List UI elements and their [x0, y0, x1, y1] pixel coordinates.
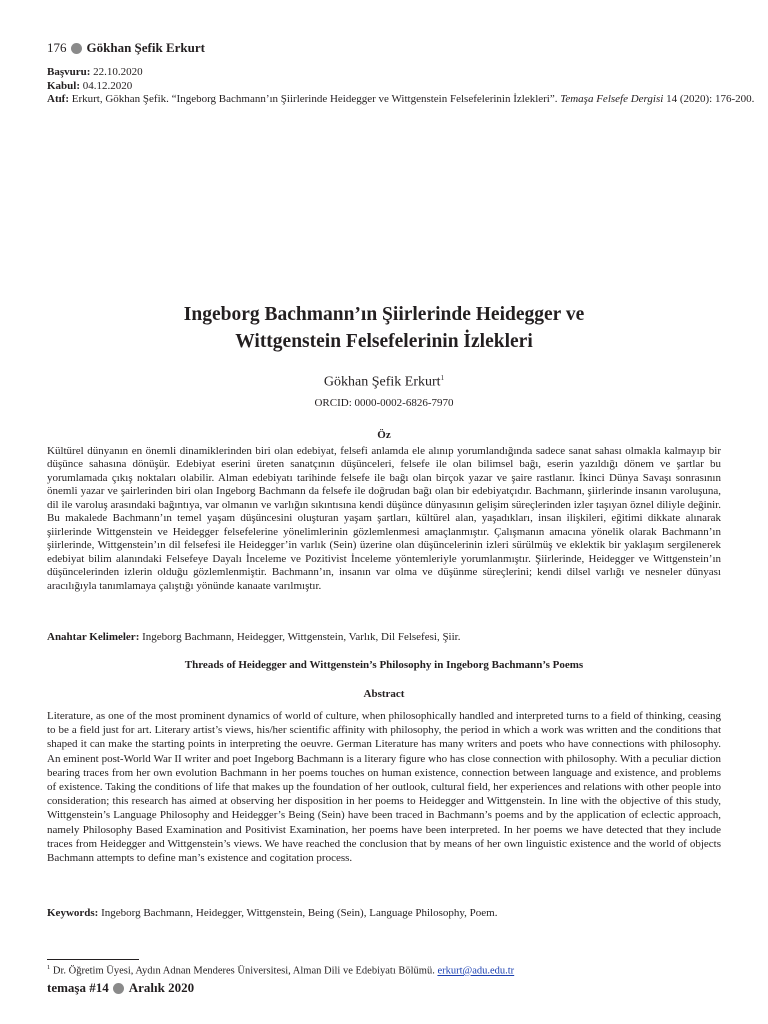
abstract-tr-heading: Öz — [377, 429, 391, 441]
footnote: $^1$ Dr. Öğretim Üyesi, Aydın Adnan Menderes Üniversitesi, Alman Dili ve Edebiyatı Bölümü. erkurt@adu.edu.tr — [47, 964, 515, 977]
journal-issue: temaşa #14 — [47, 980, 109, 995]
page-number: 176 — [47, 40, 67, 55]
email-link[interactable]: erkurt@adu.edu.tr — [437, 965, 515, 977]
english-title: Threads of Heidegger and Wittgenstein’s Philosophy in Ingeborg Bachmann’s Poems — [184, 659, 584, 671]
running-footer — [47, 980, 194, 996]
bullet-dot-icon — [71, 43, 82, 54]
keywords-en: Keywords: Ingeborg Bachmann, Heidegger, Wittgenstein, Being (Sein), Language Philosophy, Poem. — [47, 907, 498, 919]
abstract-en-text: Literature, as one of the most prominent dynamics of world of culture, when philosophically handled and interpreted turns to a field of thinking, ceasing to be a field just for art. Literary artist’s views, his/her scientific affinity with philosophy, the period in which a work was written and the conditions that shaped it can make the starting points in interpreting the oeuvre. German Literature has many writers and poets who have connections with philosophy. An eminent post-World War II writer and poet Ingeborg Bachmann is a literary figure who has close connection with philosophy. With a peculiar diction bearing traces from her own evolution Bachmann in her poems touches on human existence, connection between language and existence, and problems of existence. Taking the conditions of life that makes up the foundation of her outlook, cultural field, her experiences and relations with other people into consideration; this research has aimed at observing her disposition in her poems to Heidegger and Wittgenstein. In line with the objective of this study, Wittgenstein’s Language Philosophy and Heidegger’s Being (Sein) have been traced in Bachmann’s poems and by the application of eclectic approach, namely Philosophy Based Examination and Positivist Examination, her poems have been interpreted. In her poems we have detected that they include traces from Heidegger and Wittgenstein’s views. We have reached the conclusion that by means of her own linguistic existence and the world of objects Bachmann attempts to define man’s existence and cogitation process. — [47, 710, 721, 865]
abstract-tr-text: Kültürel dünyanın en önemli dinamiklerinden biri olan edebiyat, felsefi anlamda ele alınıp yorumlandığında sadece sanat sahası olmakla kalmayıp bir düşünce sahasına dönüşür. Edebiyat eserini üreten sanatçının düşünceleri, felsefe ile olan bilimsel bağı, eserin yazıldığı dönem ve şartlar bu yorumlamada çıkış noktaları olabilir. Alman edebiyatı tarihinde felsefe ile bağı olan birçok yazar ve şaire rastlanır. İkinci Dünya Savaşı sonrasının önemli yazar ve şairlerinden biri olan Ingeborg Bachmann da felsefe ile doğrudan bağı olan bir edebiyatçıdır. Bachmann, şiirlerinde insanın varoluşuna, dil ile varoluş arasındaki bağıntıya, var olmanın ve varlığın sıkıntısına kendi düşünce dünyasının gelişim süreçlerinden izler taşıyan öznel diliyle değinir. Bu makalede Bachmann’ın temel yaşam düşüncesini oluşturan yaşam şartları, kültürel alan, yaşadıkları, insan ilişkileri, eğitimi dikkate alınarak şiirlerinde Wittgenstein ve Heidegger felsefelerine yönelimlerinin gözlemlenmesi amaçlanmıştır. Çalışmanın amacına yönelik olarak Bachmann’ın şiirlerinde, Wittgenstein’ın dil felsefesi ile Heidegger’in varlık (Sein) üzerine olan düşüncelerinin izleri sürülmüş ve eklektik bir yaklaşım sergilenerek edebiyat bilim alanındaki Felsefeye Dayalı İnceleme ve Pozitivist İnceleme yöntemleriyle yorumlanmıştır. Şiirlerinde, Heidegger ve Wittgenstein’ın düşüncelerinden izlerin olduğu gözlemlenmiştir. Bachmann’ın, insanın var olma ve düşünme süreçlerini; kendi dilsel varlığı ve nesneler dünyası aracılığıyla tanımlamaya çalıştığı yönünde kanaate varılmıştır. — [47, 445, 721, 592]
article-title: Ingeborg Bachmann’ın Şiirlerinde Heidegger ve Wittgenstein Felsefelerinin İzlekleri — [183, 304, 585, 352]
orcid: ORCID: 0000-0002-6826-7970 — [314, 397, 454, 409]
citation: Atıf: Erkurt, Gökhan Şefik. “Ingeborg Bachmann’ın Şiirlerinde Heidegger ve Wittgenstein Felsefelerinin İzlekleri”. Temaşa Felsefe Dergisi 14 (2020): 176-200. — [47, 93, 755, 105]
bullet-dot-icon — [113, 983, 124, 994]
keywords-tr: Anahtar Kelimeler: Ingeborg Bachmann, Heidegger, Wittgenstein, Varlık, Dil Felsefesi, Şiir. — [47, 631, 461, 643]
abstract-en-heading: Abstract — [363, 688, 405, 700]
issue-date: Aralık 2020 — [128, 980, 195, 995]
header-author: Gökhan Şefik Erkurt — [86, 40, 205, 55]
acceptance-date: Kabul: 04.12.2020 — [47, 79, 133, 92]
footnote-mark: 1 — [440, 374, 445, 382]
footnote-divider — [47, 959, 139, 960]
article-meta — [47, 66, 754, 107]
running-header — [47, 40, 205, 56]
article-author: Gökhan Şefik Erkurt$^1$ — [323, 374, 445, 390]
submission-date: Başvuru: 22.10.2020 — [47, 66, 143, 78]
